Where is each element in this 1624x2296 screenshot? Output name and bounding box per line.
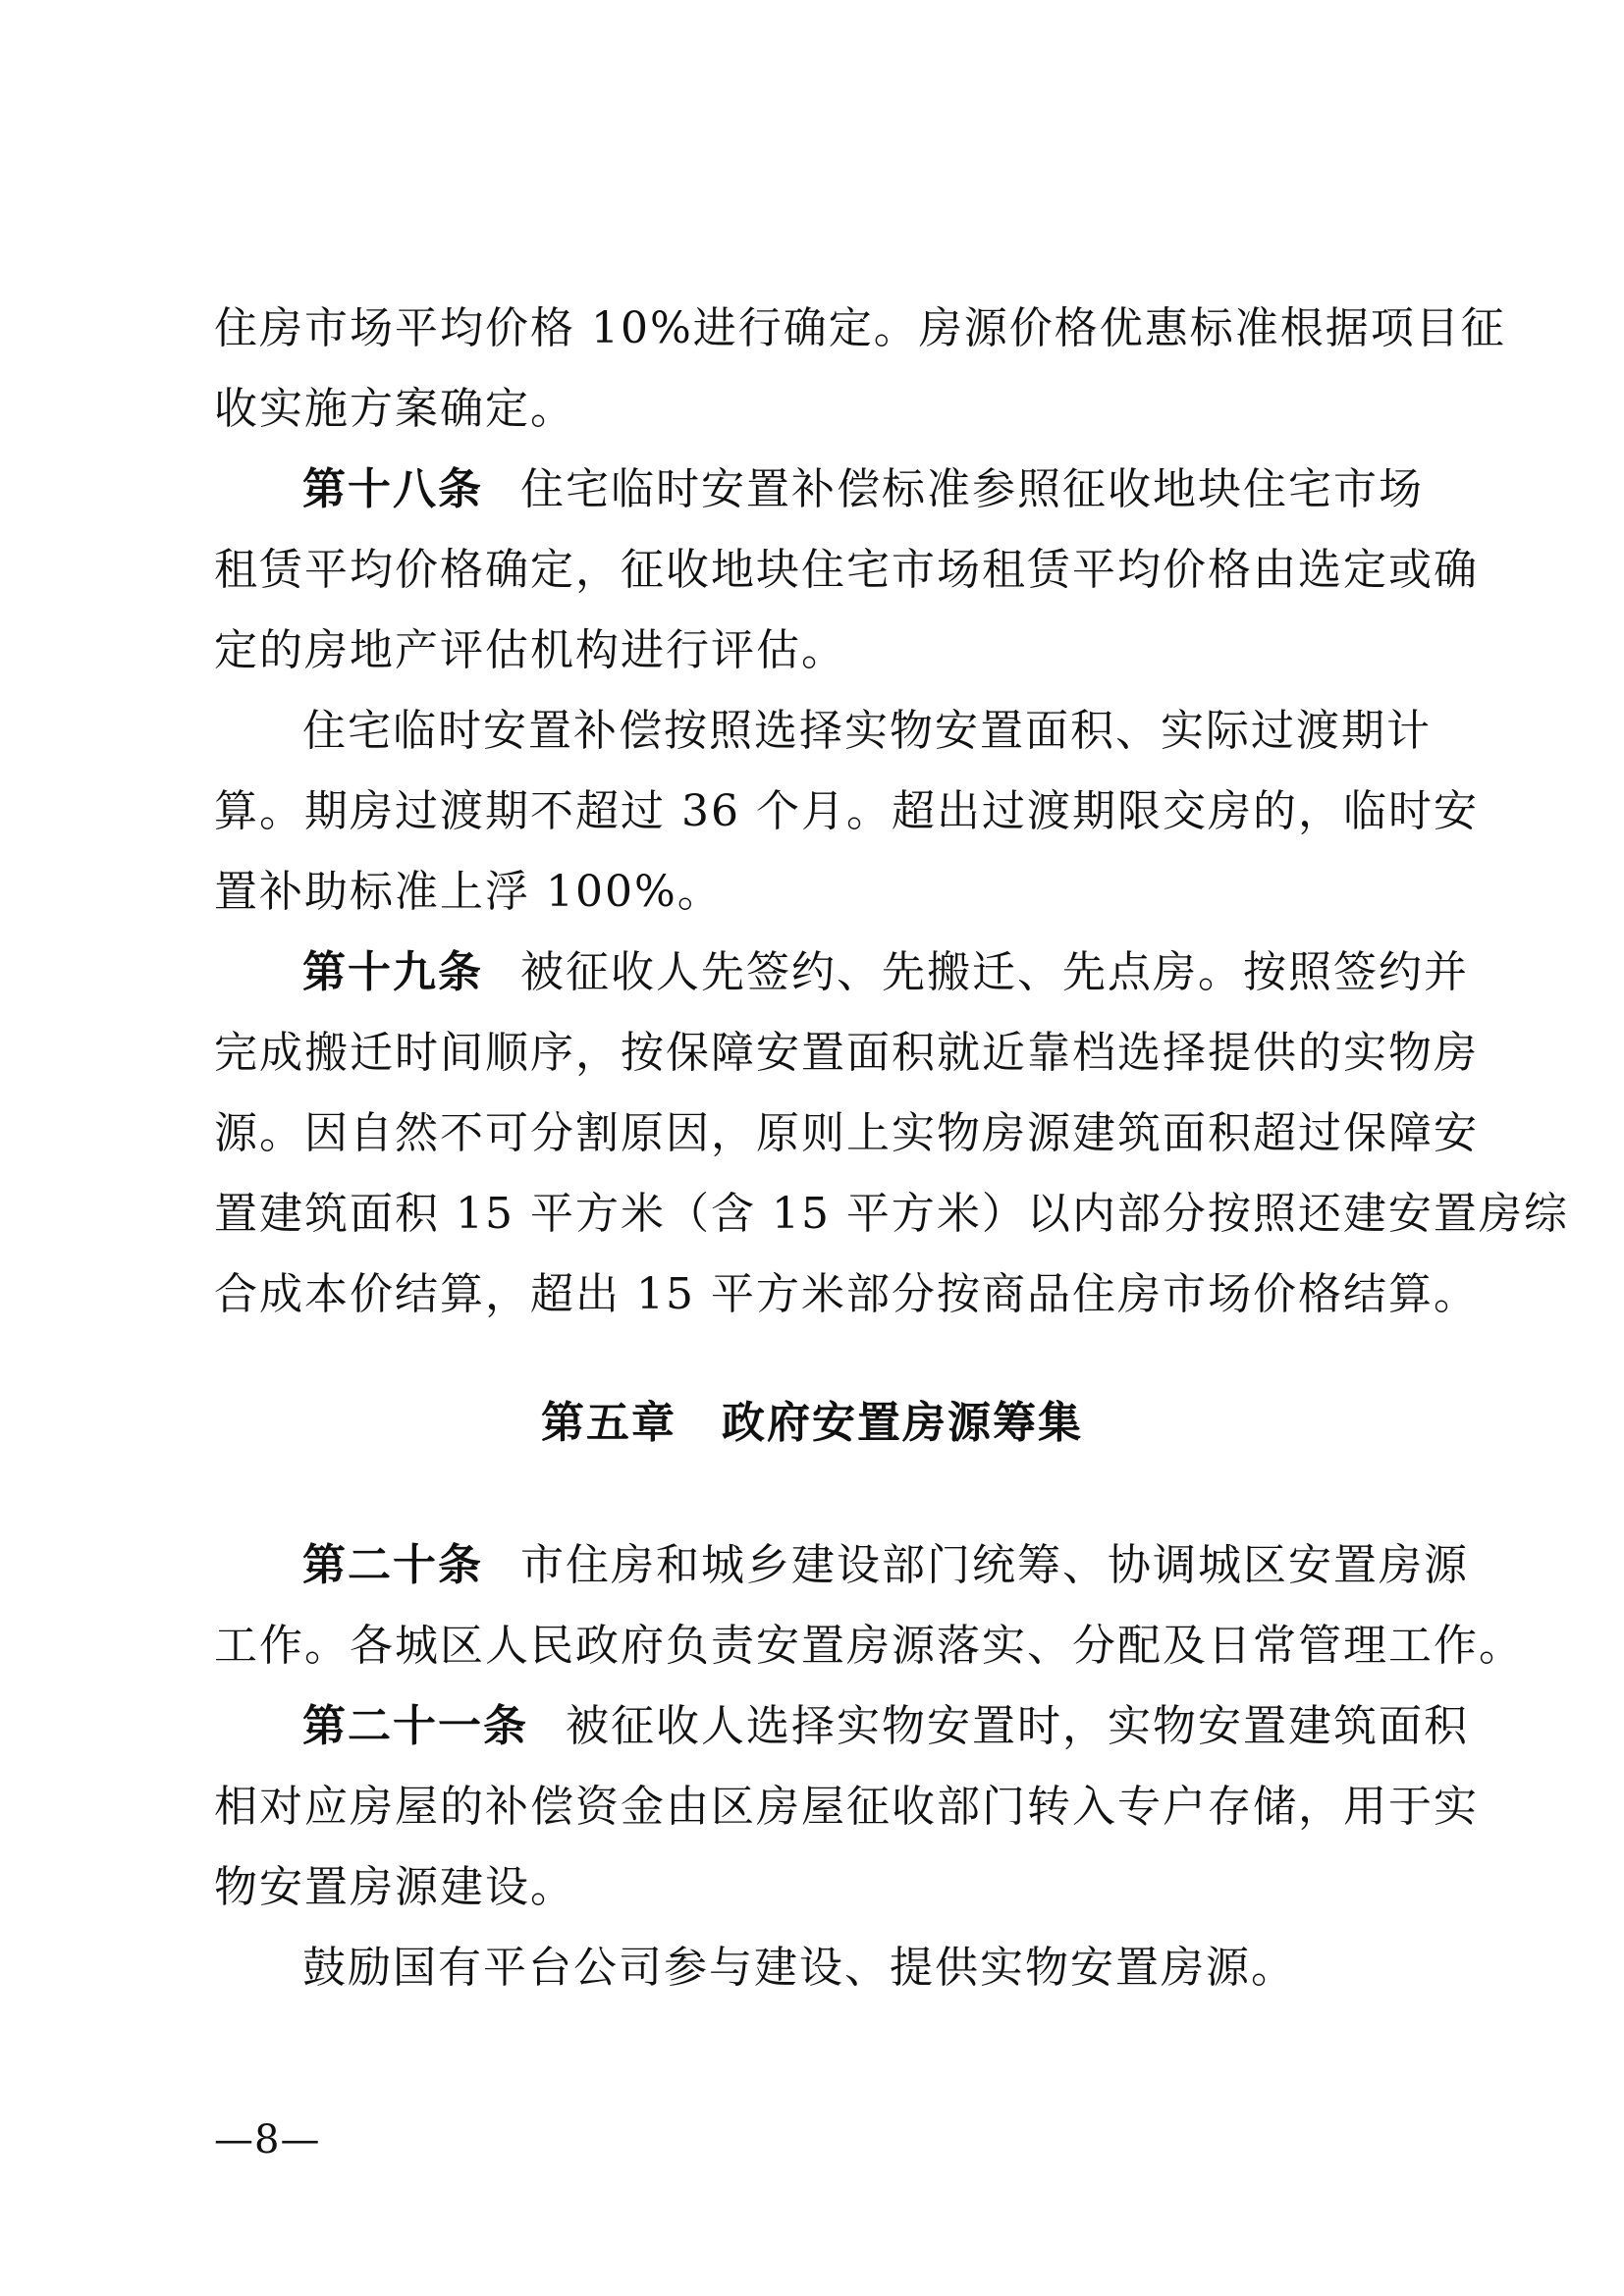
body-line: 租赁平均价格确定，征收地块住宅市场租赁平均价格由选定或确 <box>214 545 1479 595</box>
body-line: 算。期房过渡期不超过 36 个月。超出过渡期限交房的，临时安 <box>214 786 1479 836</box>
body-line: 鼓励国有平台公司参与建设、提供实物安置房源。 <box>302 1943 1296 1993</box>
article-18-line <box>302 460 1422 519</box>
body-line: 完成搬迁时间顺序，按保障安置面积就近靠档选择提供的实物房 <box>214 1028 1479 1078</box>
body-line: 合成本价结算，超出 15 平方米部分按商品住房市场价格结算。 <box>214 1269 1479 1319</box>
article-heading: 第二十一条 <box>302 1701 528 1751</box>
page-number: —8— <box>214 2117 321 2163</box>
body-line: 置补助标准上浮 100%。 <box>214 867 723 917</box>
article-text: 市住房和城乡建设部门统筹、协调城区安置房源 <box>520 1540 1469 1590</box>
body-line: 收实施方案确定。 <box>214 384 575 434</box>
body-line: 源。因自然不可分割原因，原则上实物房源建筑面积超过保障安 <box>214 1108 1479 1158</box>
body-line: 住宅临时安置补偿按照选择实物安置面积、实际过渡期计 <box>302 706 1432 756</box>
article-20-line <box>302 1536 1469 1595</box>
article-text: 被征收人选择实物安置时，实物安置建筑面积 <box>566 1701 1469 1751</box>
body-line: 住房市场平均价格 10%进行确定。房源价格优惠标准根据项目征 <box>214 303 1506 353</box>
article-19-line <box>302 943 1469 1002</box>
article-heading: 第十八条 <box>302 464 483 514</box>
body-line: 置建筑面积 15 平方米（含 15 平方米）以内部分按照还建安置房综 <box>214 1189 1569 1239</box>
body-line: 工作。各城区人民政府负责安置房源落实、分配及日常管理工作。 <box>214 1621 1524 1671</box>
article-heading: 第二十条 <box>302 1540 483 1590</box>
article-text: 被征收人先签约、先搬迁、先点房。按照签约并 <box>520 947 1469 997</box>
article-21-line <box>302 1697 1469 1756</box>
article-heading: 第十九条 <box>302 947 483 997</box>
article-text: 住宅临时安置补偿标准参照征收地块住宅市场 <box>520 464 1424 514</box>
body-line: 定的房地产评估机构进行评估。 <box>214 625 846 675</box>
body-line: 物安置房源建设。 <box>214 1862 575 1912</box>
body-line: 相对应房屋的补偿资金由区房屋征收部门转入专户存储，用于实 <box>214 1782 1479 1832</box>
chapter-title: 第五章 政府安置房源筹集 <box>541 1398 1083 1448</box>
